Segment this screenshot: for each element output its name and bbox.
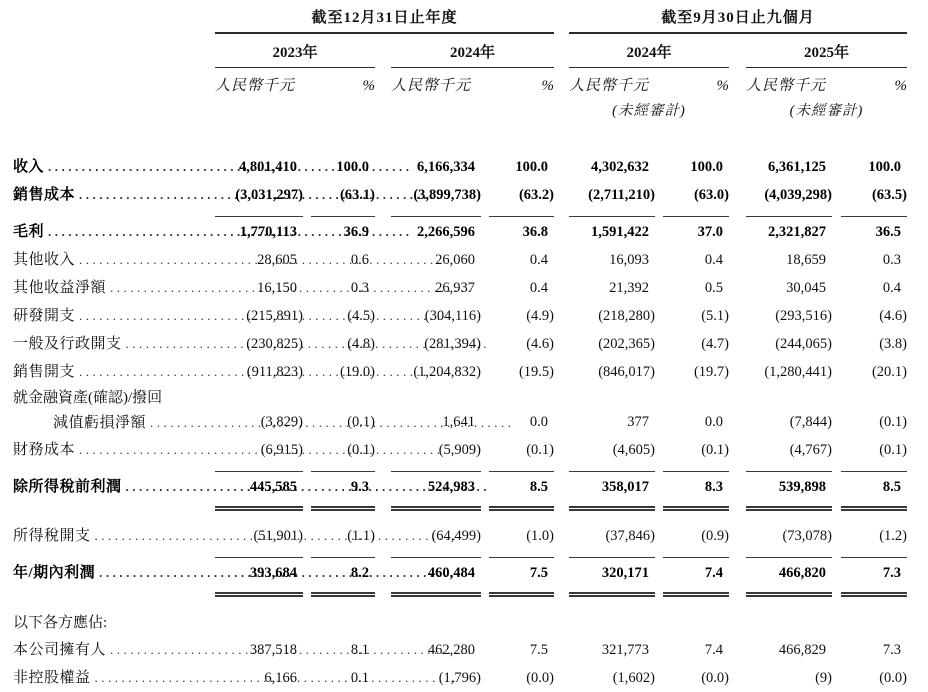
cell: (3,031,297) — [235, 187, 303, 203]
cell: 387,518 — [249, 642, 297, 658]
rule-segment — [569, 209, 655, 217]
cell: 358,017 — [601, 479, 649, 495]
cell: (0.1) — [347, 442, 375, 458]
cell: (0.1) — [347, 414, 375, 430]
row-label — [13, 302, 215, 330]
cell: (3.8) — [879, 336, 907, 352]
rule-segment — [391, 209, 481, 217]
cell: 2,266,596 — [417, 224, 475, 240]
cell: 7.5 — [529, 565, 548, 581]
cell: (304,116) — [424, 308, 481, 324]
row-label — [13, 522, 215, 550]
cell: 460,484 — [427, 565, 475, 581]
cell: (64,499) — [431, 528, 481, 544]
rule-segment — [663, 550, 729, 558]
table-row — [13, 608, 928, 636]
cell: 377 — [627, 414, 649, 430]
table-row — [13, 330, 928, 358]
cell: 100.0 — [868, 159, 901, 175]
rule-segment — [841, 550, 907, 558]
rule-segment — [215, 464, 303, 472]
row-label-text — [13, 436, 215, 464]
single-rule — [13, 209, 928, 216]
cell: 26,060 — [435, 252, 475, 268]
cell: 7.4 — [704, 642, 723, 658]
table-row — [13, 181, 928, 209]
cell: (911,823) — [246, 364, 303, 380]
cell: (20.1) — [871, 364, 907, 380]
cell: (0.1) — [526, 442, 554, 458]
table-row — [13, 559, 928, 587]
year-label: 2025年 — [803, 45, 849, 61]
label-text: 毛利 — [13, 224, 45, 240]
row-label-text — [13, 636, 215, 664]
unit-label: 人民幣千元 — [569, 78, 650, 94]
cell: (1,280,441) — [764, 364, 832, 380]
row-label — [13, 330, 215, 358]
row-label — [13, 559, 215, 587]
rule-segment — [841, 209, 907, 217]
cell: 21,392 — [609, 280, 649, 296]
table-body — [13, 153, 928, 692]
cell: (4.8) — [347, 336, 375, 352]
cell: 2,321,827 — [768, 224, 826, 240]
cell: (0.9) — [701, 528, 729, 544]
row-label-text — [13, 246, 215, 274]
cell: 1,591,422 — [591, 224, 649, 240]
cell: (7,844) — [789, 414, 832, 430]
cell: 100.0 — [336, 159, 369, 175]
rule-segment — [569, 464, 655, 472]
rule-segment — [746, 506, 832, 511]
rule-segment — [215, 592, 303, 597]
cell: (73,078) — [782, 528, 832, 544]
cell: 445,585 — [249, 479, 297, 495]
cell: (19.7) — [693, 364, 729, 380]
row-label-text — [13, 330, 215, 358]
cell: (0.0) — [879, 670, 907, 686]
cell: (293,516) — [775, 308, 832, 324]
unit-label: 人民幣千元 — [215, 78, 296, 94]
percent-label: % — [362, 78, 375, 94]
cell: (4.6) — [879, 308, 907, 324]
table-row — [13, 664, 928, 692]
label-text: 本公司擁有人 — [13, 642, 107, 658]
rule-segment — [215, 209, 303, 217]
rule-segment — [311, 209, 375, 217]
cell: 6,361,125 — [768, 159, 826, 175]
cell: 6,166 — [264, 670, 297, 686]
rule-segment — [746, 550, 832, 558]
cell: 30,045 — [786, 280, 826, 296]
rule-segment — [489, 506, 554, 511]
cell: 1,641 — [442, 414, 475, 430]
cell: (6,915) — [260, 442, 303, 458]
unaudited-note: (未經審計) — [612, 103, 686, 119]
cell: (1,204,832) — [413, 364, 481, 380]
cell: (244,065) — [775, 336, 832, 352]
cell: 7.4 — [704, 565, 723, 581]
cell: 9.3 — [350, 479, 369, 495]
label-text: 除所得稅前利潤 — [13, 479, 122, 495]
row-label — [13, 181, 215, 209]
cell: 462,280 — [427, 642, 475, 658]
rule-segment — [489, 209, 554, 217]
cell: 16,150 — [257, 280, 297, 296]
rule-segment — [391, 506, 481, 511]
rule-segment — [663, 506, 729, 511]
rule-segment — [311, 506, 375, 511]
double-rule — [13, 505, 928, 511]
rule-segment — [391, 592, 481, 597]
single-rule — [13, 550, 928, 557]
year-label: 2024年 — [626, 45, 672, 61]
year-label: 2024年 — [449, 45, 495, 61]
cell: (281,394) — [424, 336, 481, 352]
cell: 36.8 — [522, 224, 548, 240]
rule-segment — [841, 592, 907, 597]
row-label — [13, 473, 215, 501]
cell: 321,773 — [601, 642, 649, 658]
cell: (4.9) — [526, 308, 554, 324]
cell: 524,983 — [427, 479, 475, 495]
cell: 1,770,113 — [239, 224, 297, 240]
cell: (1.2) — [879, 528, 907, 544]
cell: (63.0) — [693, 187, 729, 203]
cell: 320,171 — [601, 565, 649, 581]
table-row — [13, 358, 928, 386]
cell: (19.5) — [518, 364, 554, 380]
double-rule — [13, 591, 928, 597]
label-text: 研發開支 — [13, 308, 76, 324]
cell: 0.4 — [882, 280, 901, 296]
label-text: 銷售開支 — [13, 364, 76, 380]
row-label-line1: 就金融資產(確認)/撥回 — [13, 390, 163, 406]
cell: (218,280) — [598, 308, 655, 324]
cell: 6,166,334 — [417, 159, 475, 175]
cell: 0.6 — [350, 252, 369, 268]
row-label-line2 — [13, 410, 215, 436]
rule-segment — [215, 550, 303, 558]
percent-label: % — [716, 78, 729, 94]
cell: 8.2 — [350, 565, 369, 581]
table-row — [13, 302, 928, 330]
cell: 4,302,632 — [591, 159, 649, 175]
cell: 16,093 — [609, 252, 649, 268]
rule-segment — [663, 209, 729, 217]
cell: 393,684 — [249, 565, 297, 581]
cell: (63.5) — [871, 187, 907, 203]
cell: 36.9 — [343, 224, 369, 240]
row-label-text — [13, 358, 215, 386]
cell: 8.1 — [350, 642, 369, 658]
cell: (0.1) — [879, 442, 907, 458]
rule-segment — [391, 550, 481, 558]
rule-segment — [391, 464, 481, 472]
row-label-text — [13, 473, 215, 501]
single-rule — [13, 464, 928, 471]
year-label: 2023年 — [272, 45, 318, 61]
cell: 18,659 — [786, 252, 826, 268]
cell: (1.0) — [526, 528, 554, 544]
table-row — [13, 153, 928, 181]
cell: 100.0 — [515, 159, 548, 175]
row-label-text — [13, 274, 215, 302]
cell: 8.5 — [882, 479, 901, 495]
cell: (37,846) — [605, 528, 655, 544]
percent-label: % — [541, 78, 554, 94]
cell: 0.1 — [350, 670, 369, 686]
cell: (4.7) — [701, 336, 729, 352]
cell: 0.4 — [529, 252, 548, 268]
cell: (1,602) — [612, 670, 655, 686]
cell: (846,017) — [598, 364, 655, 380]
cell: (51,901) — [253, 528, 303, 544]
row-label-text — [13, 522, 215, 550]
row-label — [13, 386, 215, 436]
period-group-title-annual: 截至12月31日止年度 — [311, 10, 458, 26]
cell: (63.1) — [339, 187, 375, 203]
cell: 37.0 — [697, 224, 723, 240]
cell: 539,898 — [778, 479, 826, 495]
cell: (5.1) — [701, 308, 729, 324]
label-text: 年/期內利潤 — [13, 565, 96, 581]
cell: 0.3 — [882, 252, 901, 268]
period-group-title-nine-months: 截至9月30日止九個月 — [661, 10, 815, 26]
row-label — [13, 358, 215, 386]
row-label — [13, 636, 215, 664]
cell: 100.0 — [690, 159, 723, 175]
rule-segment — [311, 550, 375, 558]
table-row — [13, 522, 928, 550]
cell: (3,829) — [260, 414, 303, 430]
rule-segment — [489, 464, 554, 472]
cell: (4.5) — [347, 308, 375, 324]
label-text: 所得稅開支 — [13, 528, 91, 544]
table-header-years — [13, 34, 928, 67]
cell: (0.1) — [701, 442, 729, 458]
cell: (215,891) — [246, 308, 303, 324]
table-row — [13, 636, 928, 664]
rule-segment — [311, 464, 375, 472]
cell: 26,937 — [435, 280, 475, 296]
cell: 0.5 — [704, 280, 723, 296]
cell: 7.5 — [529, 642, 548, 658]
rule-segment — [746, 464, 832, 472]
rule-segment — [569, 550, 655, 558]
rule-segment — [746, 209, 832, 217]
row-label — [13, 664, 215, 692]
label-text: 其他收入 — [13, 252, 76, 268]
row-label-text — [13, 181, 215, 209]
cell: (2,711,210) — [588, 187, 655, 203]
cell: (4,605) — [612, 442, 655, 458]
rule-segment — [569, 592, 655, 597]
cell: 28,605 — [257, 252, 297, 268]
cell: 466,829 — [778, 642, 826, 658]
table-header-units — [13, 68, 928, 95]
row-label-text — [13, 302, 215, 330]
cell: 7.3 — [882, 642, 901, 658]
unit-label: 人民幣千元 — [391, 78, 472, 94]
label-text: 以下各方應佔: — [13, 615, 108, 631]
cell: (202,365) — [598, 336, 655, 352]
rule-segment — [841, 506, 907, 511]
cell: (5,909) — [438, 442, 481, 458]
cell: 0.0 — [704, 414, 723, 430]
table-row — [13, 218, 928, 246]
label-text: 財務成本 — [13, 442, 76, 458]
label-text: 銷售成本 — [13, 187, 76, 203]
cell: (0.0) — [526, 670, 554, 686]
cell: 0.3 — [350, 280, 369, 296]
table-row — [13, 246, 928, 274]
table-row — [13, 274, 928, 302]
label-text: 一般及行政開支 — [13, 336, 122, 352]
cell: 4,801,410 — [239, 159, 297, 175]
row-label — [13, 218, 215, 246]
rule-segment — [663, 464, 729, 472]
rule-segment — [311, 592, 375, 597]
cell: (230,825) — [246, 336, 303, 352]
cell: (1,796) — [438, 670, 481, 686]
cell: (4,767) — [789, 442, 832, 458]
cell: (9) — [815, 670, 832, 686]
cell: 0.0 — [529, 414, 548, 430]
cell: (0.0) — [701, 670, 729, 686]
cell: (3,899,738) — [413, 187, 481, 203]
percent-label: % — [894, 78, 907, 94]
cell: 8.3 — [704, 479, 723, 495]
row-label — [13, 246, 215, 274]
cell: (63.2) — [518, 187, 554, 203]
row-label — [13, 436, 215, 464]
rule-segment — [489, 592, 554, 597]
unit-label: 人民幣千元 — [746, 78, 827, 94]
label-text: 非控股權益 — [13, 670, 91, 686]
cell: (0.1) — [879, 414, 907, 430]
row-label-text — [13, 610, 215, 636]
label-text: 其他收益淨額 — [13, 280, 107, 296]
table-row — [13, 436, 928, 464]
row-label-text — [13, 664, 215, 692]
row-label-text — [13, 153, 215, 181]
cell: (19.0) — [339, 364, 375, 380]
row-label-text: 減值虧損淨額 — [53, 415, 147, 431]
rule-segment — [569, 506, 655, 511]
cell: 0.4 — [704, 252, 723, 268]
table-row — [13, 386, 928, 436]
cell: (4,039,298) — [764, 187, 832, 203]
row-label — [13, 608, 215, 636]
table-header-audit-notes — [13, 95, 928, 120]
table-header-group-titles — [13, 6, 928, 32]
row-label-text — [13, 559, 215, 587]
row-label — [13, 274, 215, 302]
unaudited-note: (未經審計) — [789, 103, 864, 119]
rule-segment — [215, 506, 303, 511]
cell: 7.3 — [882, 565, 901, 581]
table-row — [13, 473, 928, 501]
row-label — [13, 153, 215, 181]
rule-segment — [663, 592, 729, 597]
cell: (4.6) — [526, 336, 554, 352]
cell: 8.5 — [529, 479, 548, 495]
row-label-text — [13, 218, 215, 246]
rule-segment — [746, 592, 832, 597]
rule-segment — [841, 464, 907, 472]
cell: 36.5 — [875, 224, 901, 240]
rule-segment — [489, 550, 554, 558]
label-text: 收入 — [13, 159, 45, 175]
cell: 466,820 — [778, 565, 826, 581]
cell: (1.1) — [347, 528, 375, 544]
cell: 0.4 — [529, 280, 548, 296]
